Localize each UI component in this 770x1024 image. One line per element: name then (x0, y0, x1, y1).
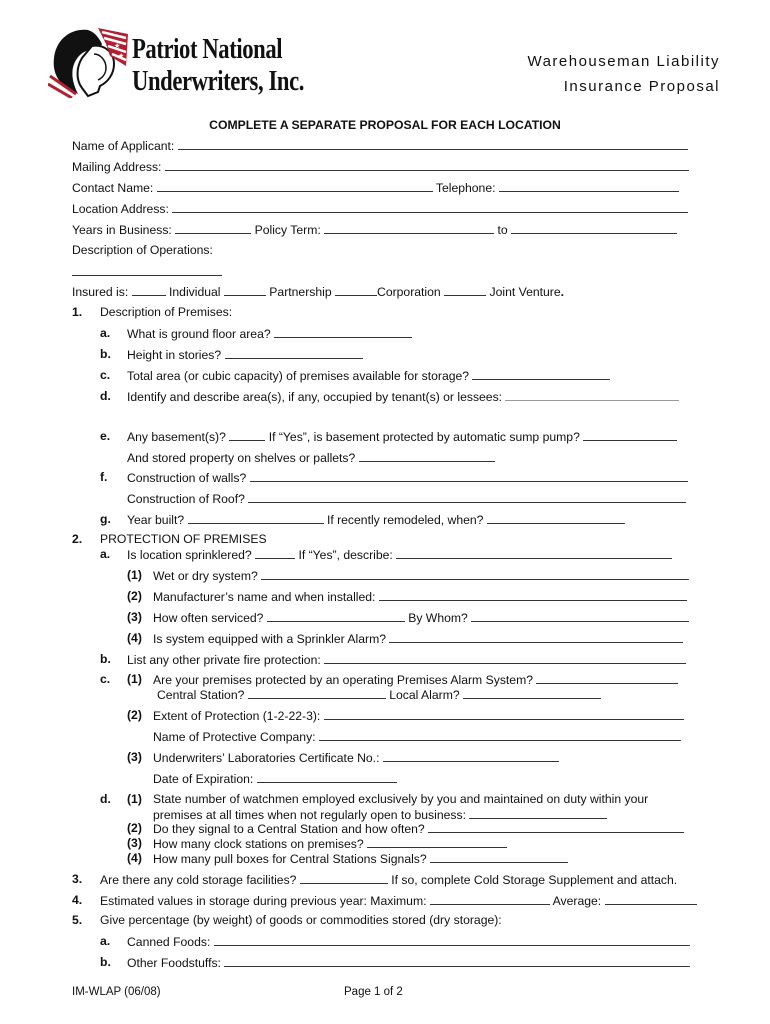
q1b-letter: b. (100, 347, 111, 361)
form-title-line2: Insurance Proposal (563, 78, 720, 95)
q2a3-whom-field[interactable] (471, 610, 689, 622)
applicant-name-field[interactable] (178, 138, 688, 150)
q2a4-number: (4) (127, 631, 142, 645)
q1g-letter: g. (100, 512, 111, 526)
q2d4-field[interactable] (430, 851, 568, 863)
q1c-row (127, 368, 610, 383)
q4-avg-label: Average: (552, 894, 602, 908)
q1f-walls-row (127, 470, 688, 485)
q1d-label: Identify and describe area(s), if any, occupied by tenant(s) or lessees: (127, 390, 503, 404)
q1e-basement-label: Any basement(s)? (127, 430, 226, 444)
patriot-logo-icon (48, 26, 130, 98)
q1g-year-label: Year built? (127, 513, 185, 527)
q2c1-row (153, 672, 678, 687)
protective-company-label: Name of Protective Company: (153, 730, 316, 744)
q2a2-label: Manufacturer’s name and when installed: (153, 590, 376, 604)
q1b-row (127, 347, 363, 362)
q2b-letter: b. (100, 652, 111, 666)
form-title-line1: Warehouseman Liability (527, 53, 720, 70)
contact-label: Contact Name: (72, 181, 154, 195)
q5b-letter: b. (100, 955, 111, 969)
corporation-label: Corporation (377, 285, 441, 299)
policy-term-label: Policy Term: (254, 223, 321, 237)
q4-number: 4. (72, 893, 83, 907)
mailing-row (72, 159, 689, 174)
q5a-field[interactable] (214, 934, 690, 946)
q2c1-number: (1) (127, 672, 142, 686)
q1d-letter: d. (100, 389, 111, 403)
contact-field[interactable] (157, 180, 433, 192)
q1e-basement-field[interactable] (229, 429, 265, 441)
mailing-label: Mailing Address: (72, 160, 162, 174)
expiration-label: Date of Expiration: (153, 772, 254, 786)
q1g-year-field[interactable] (188, 512, 324, 524)
q1e-shelves-field[interactable] (359, 450, 495, 462)
q1e-letter: e. (100, 429, 111, 443)
q2d3-row (153, 836, 507, 851)
q2a2-number: (2) (127, 589, 142, 603)
q1e-shelves-row (127, 450, 495, 465)
expiration-field[interactable] (257, 771, 397, 783)
form-number: IM-WLAP (06/08) (72, 986, 161, 998)
q1f-roof-row (127, 491, 686, 506)
q2d1-row (153, 807, 607, 822)
q1a-field[interactable] (274, 326, 412, 338)
policy-term-to-field[interactable] (511, 222, 677, 234)
q1g-remodel-field[interactable] (487, 512, 625, 524)
partnership-field[interactable] (224, 284, 266, 296)
q5b-field[interactable] (224, 955, 690, 967)
q2a3-service-field[interactable] (267, 610, 405, 622)
company-name-line1: Patriot National (132, 33, 283, 65)
q2d2-row (153, 821, 684, 836)
q1a-row (127, 326, 412, 341)
q2a1-label: Wet or dry system? (153, 569, 258, 583)
q2d3-field[interactable] (367, 836, 507, 848)
company-name-line2: Underwriters, Inc. (132, 65, 305, 97)
q2a4-label: Is system equipped with a Sprinkler Alarm? (153, 632, 387, 646)
q2a-sprinkler-label: Is location sprinklered? (127, 548, 252, 562)
mailing-field[interactable] (165, 159, 689, 171)
q4-max-field[interactable] (430, 893, 550, 905)
partnership-label: Partnership (269, 285, 332, 299)
q2a1-number: (1) (127, 568, 142, 582)
q2c2-label: Extent of Protection (1-2-22-3): (153, 709, 321, 723)
joint-venture-field[interactable] (444, 284, 486, 296)
svg-text:★: ★ (114, 42, 121, 50)
insured-label: Insured is: (72, 285, 129, 299)
q2a1-field[interactable] (261, 568, 689, 580)
q1e-row (127, 429, 677, 444)
q2c1-station-row (157, 687, 601, 702)
q2b-row (127, 652, 686, 667)
page-number: Page 1 of 2 (344, 986, 403, 998)
operations-label: Description of Operations: (72, 243, 213, 257)
q5-number: 5. (72, 913, 83, 927)
q1f-letter: f. (100, 470, 108, 484)
instruction-heading: COMPLETE A SEPARATE PROPOSAL FOR EACH LOCATION (209, 118, 561, 132)
q3-field[interactable] (300, 872, 388, 884)
q1b-label: Height in stories? (127, 348, 222, 362)
applicant-name-label: Name of Applicant: (72, 139, 175, 153)
q2-number: 2. (72, 532, 83, 546)
location-row (72, 201, 688, 216)
policy-term-from-field[interactable] (324, 222, 494, 234)
q1e-sump-label: If “Yes”, is basement protected by automatic sump pump? (268, 430, 580, 444)
q1f-walls-label: Construction of walls? (127, 471, 247, 485)
q2b-field[interactable] (324, 652, 686, 664)
q2a-letter: a. (100, 547, 111, 561)
q2c3-expiration-row (153, 771, 397, 786)
q2a-describe-label: If “Yes”, describe: (298, 548, 393, 562)
telephone-field[interactable] (499, 180, 679, 192)
q2c2-row (153, 708, 684, 723)
individual-field[interactable] (132, 284, 166, 296)
q2a1-row (153, 568, 689, 583)
q2d1-label: State number of watchmen employed exclusively by you and maintained on duty within your (153, 792, 649, 806)
q2c-letter: c. (100, 672, 111, 686)
to-label: to (497, 223, 508, 237)
q1g-remodel-label: If recently remodeled, when? (326, 513, 484, 527)
q1b-field[interactable] (225, 347, 363, 359)
q1c-label: Total area (or cubic capacity) of premises available for storage? (127, 369, 470, 383)
q2d4-number: (4) (127, 851, 142, 865)
q5b-row (127, 955, 690, 970)
q4-max-label: Estimated values in storage during previous year: Maximum: (100, 894, 427, 908)
q3-label: Are there any cold storage facilities? (100, 873, 297, 887)
q2a4-field[interactable] (389, 631, 683, 643)
q2d1-number: (1) (127, 792, 142, 806)
q2a3-whom-label: By Whom? (408, 611, 468, 625)
q2-title: PROTECTION OF PREMISES (100, 532, 267, 546)
q2d3-label: How many clock stations on premises? (153, 837, 364, 851)
q2a2-row (153, 589, 687, 604)
q4-avg-field[interactable] (605, 893, 697, 905)
q2d4-label: How many pull boxes for Central Stations Signals? (153, 852, 427, 866)
individual-label: Individual (169, 285, 221, 299)
q2d2-number: (2) (127, 821, 142, 835)
q1-number: 1. (72, 305, 83, 319)
q2c2-company-row (153, 729, 681, 744)
q2c3-row (153, 750, 559, 765)
q5a-letter: a. (100, 934, 111, 948)
q2c3-field[interactable] (383, 750, 559, 762)
q1c-letter: c. (100, 368, 111, 382)
central-station-field[interactable] (248, 687, 386, 699)
q2a3-service-label: How often serviced? (153, 611, 264, 625)
central-station-label: Central Station? (157, 688, 245, 702)
q1f-roof-field[interactable] (248, 491, 686, 503)
location-field[interactable] (172, 201, 688, 213)
q3-number: 3. (72, 872, 83, 886)
local-alarm-label: Local Alarm? (389, 688, 460, 702)
q2d1-field[interactable] (469, 807, 607, 819)
protective-company-field[interactable] (319, 729, 681, 741)
q2d-letter: d. (100, 792, 111, 806)
q5a-row (127, 934, 690, 949)
telephone-label: Telephone: (435, 181, 496, 195)
location-label: Location Address: (72, 202, 169, 216)
q2d2-field[interactable] (428, 821, 684, 833)
q2a2-field[interactable] (379, 589, 687, 601)
q2c1-label: Are your premises protected by an operating Premises Alarm System? (153, 673, 534, 687)
local-alarm-field[interactable] (463, 687, 601, 699)
q2a3-row (153, 610, 689, 625)
q5-label: Give percentage (by weight) of goods or commodities stored (dry storage): (100, 913, 502, 927)
q5b-label: Other Foodstuffs: (127, 956, 221, 970)
q1-title: Description of Premises: (100, 305, 233, 319)
insured-period: . (560, 285, 565, 299)
applicant-name-row (72, 138, 688, 153)
q2b-label: List any other private fire protection: (127, 653, 321, 667)
q2c2-field[interactable] (324, 708, 684, 720)
q1f-walls-field[interactable] (250, 470, 688, 482)
q1g-row (127, 512, 625, 527)
contact-row (72, 180, 679, 195)
operations-field[interactable] (72, 264, 222, 276)
q1e-sump-field[interactable] (583, 429, 677, 441)
q2a-describe-field[interactable] (396, 547, 672, 559)
q2d3-number: (3) (127, 836, 142, 850)
corporation-field[interactable] (335, 284, 377, 296)
q1a-label: What is ground floor area? (127, 327, 271, 341)
q2d4-row (153, 851, 568, 866)
insured-row (72, 284, 564, 299)
q2a3-number: (3) (127, 610, 142, 624)
q2c3-label: Underwriters’ Laboratories Certificate No.: (153, 751, 380, 765)
q2d1-label-cont: premises at all times when not regularly open to business: (153, 808, 466, 822)
joint-venture-label: Joint Venture (489, 285, 561, 299)
q2c1-field[interactable] (536, 672, 678, 684)
q5a-label: Canned Foods: (127, 935, 211, 949)
q3-note: If so, complete Cold Storage Supplement and attach. (391, 873, 678, 887)
q4-row (100, 893, 697, 908)
operations-row (72, 264, 222, 279)
years-field[interactable] (175, 222, 251, 234)
q2a-sprinkler-field[interactable] (255, 547, 295, 559)
q3-row (100, 872, 677, 887)
q1e-shelves-label: And stored property on shelves or pallets? (127, 451, 356, 465)
q1c-field[interactable] (472, 368, 610, 380)
q1d-field[interactable] (505, 389, 679, 401)
years-label: Years in Business: (72, 223, 172, 237)
q2d2-label: Do they signal to a Central Station and how often? (153, 822, 425, 836)
q1a-letter: a. (100, 326, 111, 340)
q2a-row (127, 547, 672, 562)
q1d-row (127, 389, 679, 404)
q2a4-row (153, 631, 683, 646)
q2c2-number: (2) (127, 708, 142, 722)
q2c3-number: (3) (127, 750, 142, 764)
svg-text:★: ★ (118, 52, 125, 60)
q1f-roof-label: Construction of Roof? (127, 492, 245, 506)
years-row (72, 222, 677, 237)
